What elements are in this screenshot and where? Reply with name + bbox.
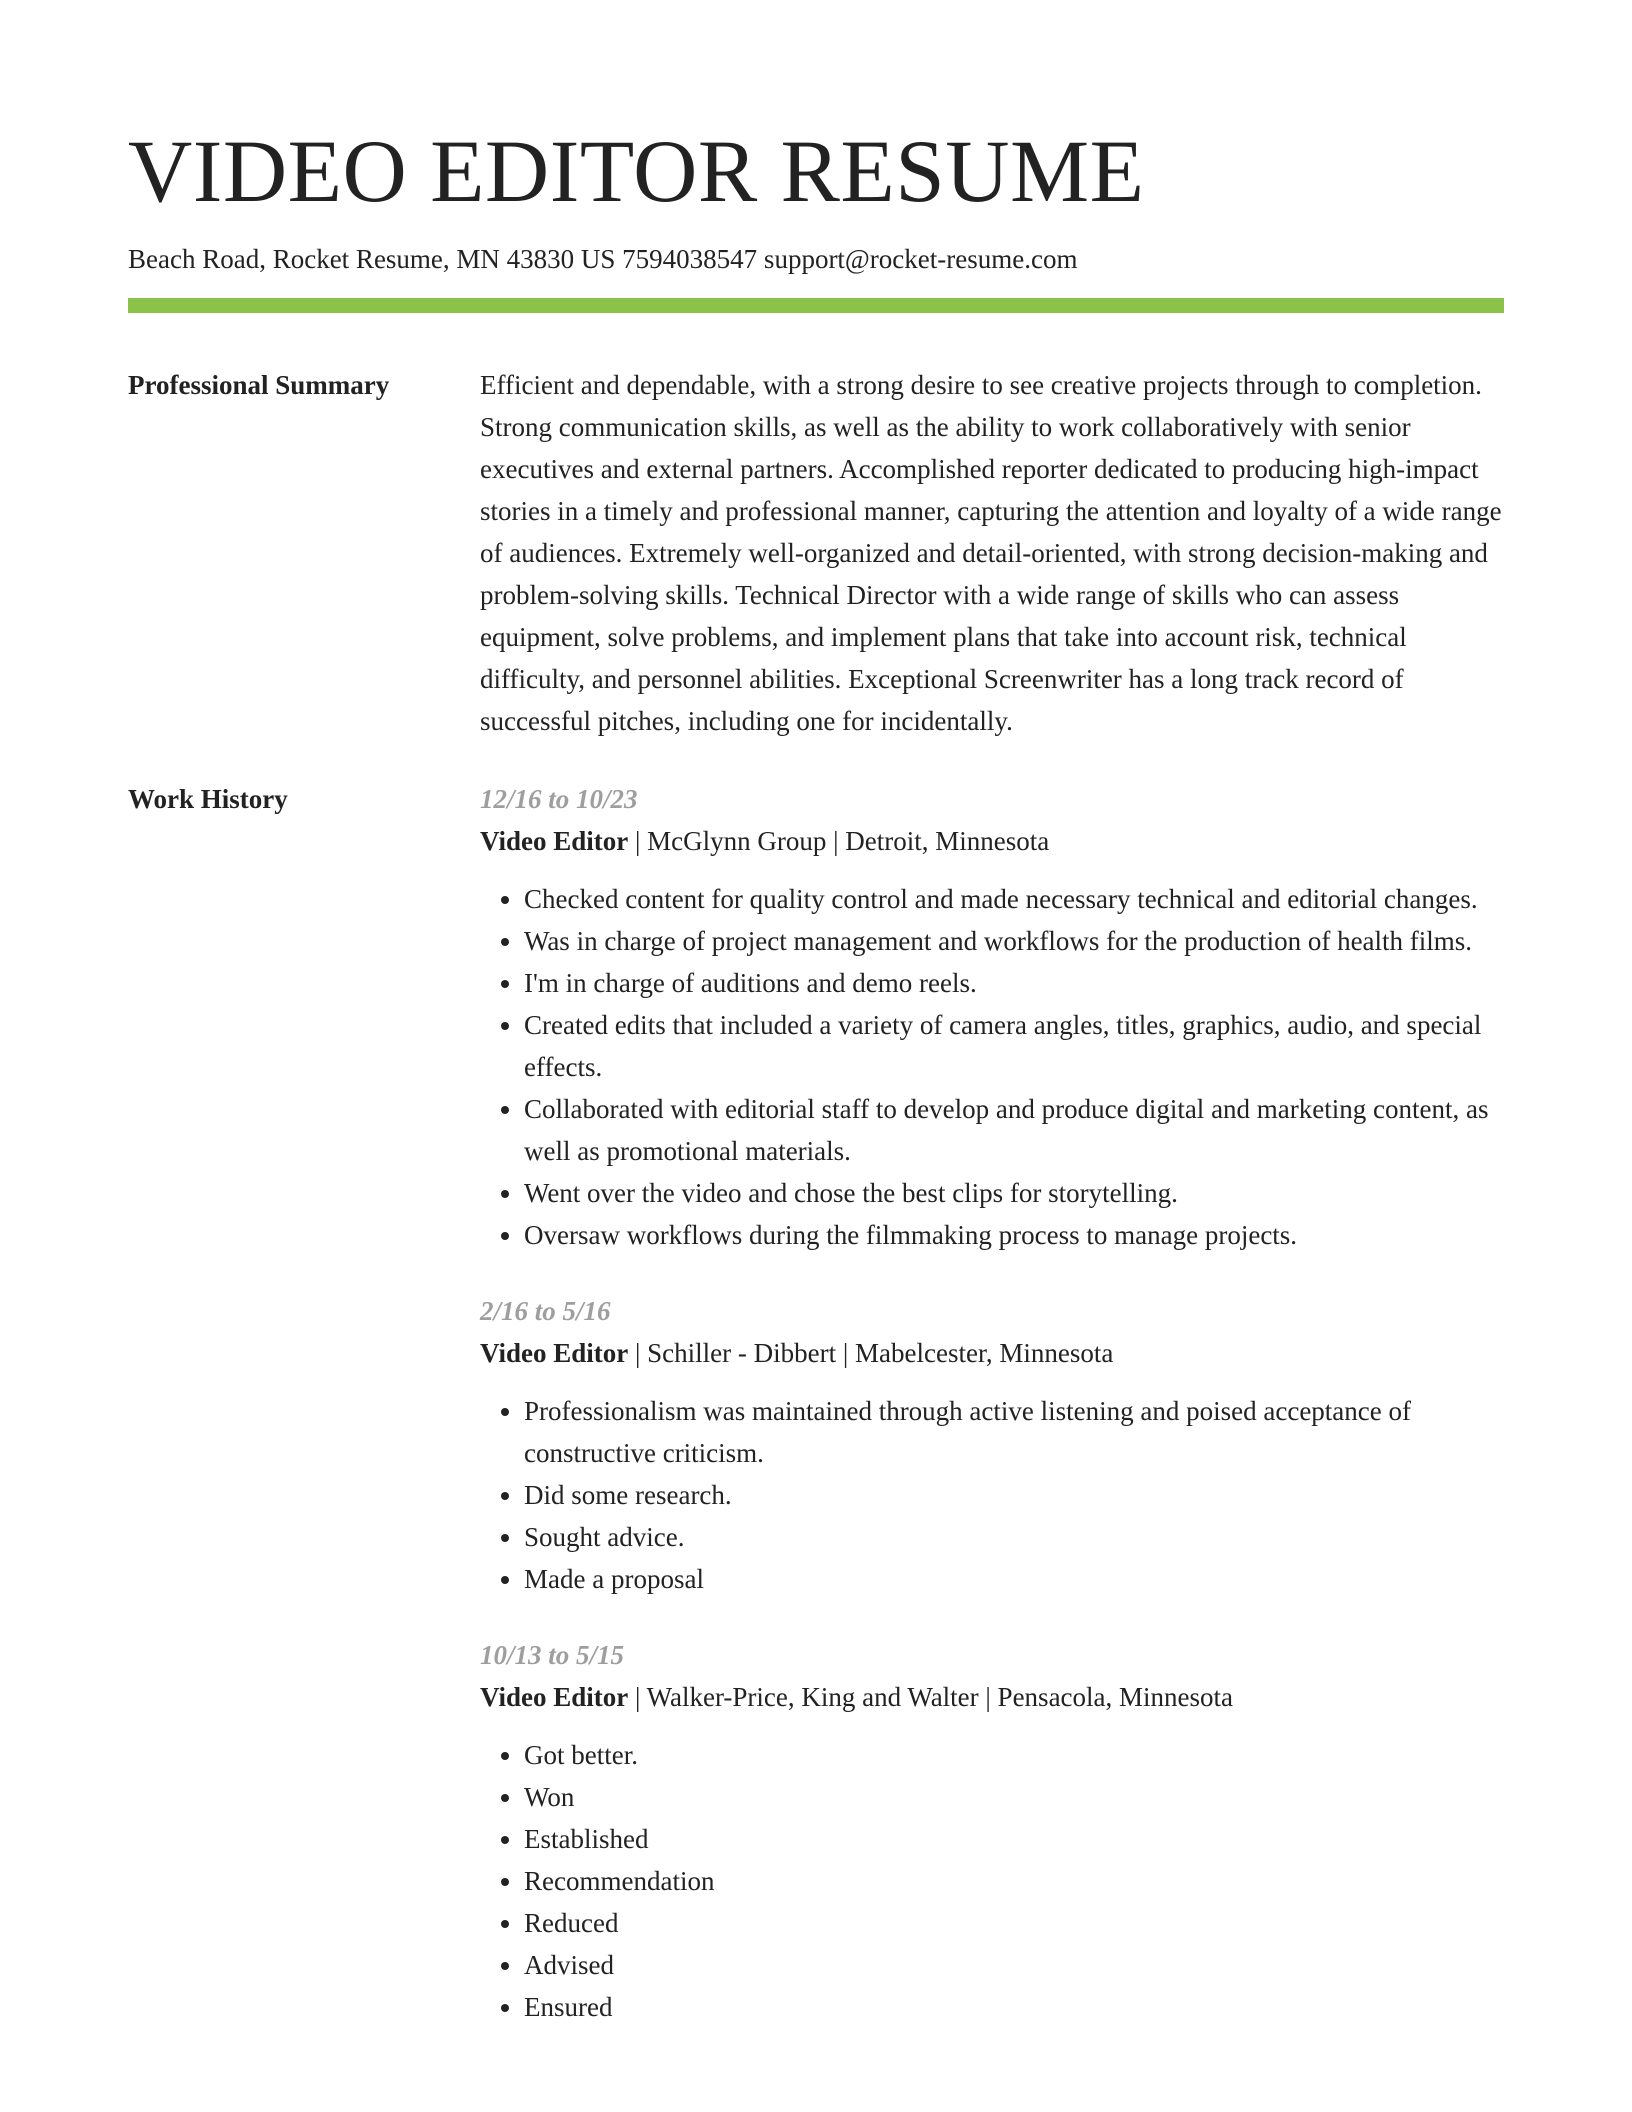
professional-summary-text: Efficient and dependable, with a strong desire to see creative projects through to completion. Strong communication skills, as well as the ability to work collaboratively with senior executives and external partners. Accomplished reporter dedicated to producing high-impact stories in a timely and professional manner, capturing the attention and loyalty of a wide range of audiences. Extremely well-organized and detail-oriented, with strong decision-making and problem-solving skills. Technical Director with a wide range of skills who can assess equipment, solve problems, and implement plans that take into account risk, technical difficulty, and personnel abilities. Exceptional Screenwriter has a long track record of successful pitches, including one for incidentally. xyxy=(480,370,1502,736)
job-entry xyxy=(480,1634,1504,2028)
job-bullet: • Sought advice. xyxy=(524,1516,1504,1558)
job-bullet: • Won xyxy=(524,1776,1504,1818)
job-title: Video Editor xyxy=(480,1338,629,1368)
job-entry xyxy=(480,1290,1504,1600)
job-bullet: • Oversaw workflows during the filmmaking process to manage projects. xyxy=(524,1214,1504,1256)
job-bullet: • Got better. xyxy=(524,1734,1504,1776)
job-bullet: • Recommendation xyxy=(524,1860,1504,1902)
job-bullet: • Established xyxy=(524,1818,1504,1860)
professional-summary-section xyxy=(128,364,1504,742)
contact-info: Beach Road, Rocket Resume, MN 43830 US 7594038547 support@rocket-resume.com xyxy=(128,244,1078,274)
job-bullet: • Did some research. xyxy=(524,1474,1504,1516)
job-bullet-list xyxy=(480,1734,1504,2028)
job-heading xyxy=(480,1676,1504,1718)
resume-title: VIDEO EDITOR RESUME xyxy=(128,123,1145,221)
job-bullet: • Created edits that included a variety of camera angles, titles, graphics, audio, and special effects. xyxy=(524,1004,1504,1088)
job-bullet: • Reduced xyxy=(524,1902,1504,1944)
job-bullet: • Professionalism was maintained through active listening and poised acceptance of constructive criticism. xyxy=(524,1390,1504,1474)
job-details: | Walker-Price, King and Walter | Pensacola, Minnesota xyxy=(628,1682,1234,1712)
job-bullet: • Advised xyxy=(524,1944,1504,1986)
job-bullet: • Went over the video and chose the best clips for storytelling. xyxy=(524,1172,1504,1214)
job-dates: 2/16 to 5/16 xyxy=(480,1296,611,1326)
professional-summary-label: Professional Summary xyxy=(128,370,390,400)
job-entry xyxy=(480,778,1504,1256)
job-details: | Schiller - Dibbert | Mabelcester, Minnesota xyxy=(628,1338,1114,1368)
job-dates: 12/16 to 10/23 xyxy=(480,784,638,814)
job-bullet: • Was in charge of project management and workflows for the production of health films. xyxy=(524,920,1504,962)
job-heading xyxy=(480,1332,1504,1374)
job-heading xyxy=(480,820,1504,862)
job-title: Video Editor xyxy=(480,1682,629,1712)
job-details: | McGlynn Group | Detroit, Minnesota xyxy=(628,826,1050,856)
job-bullet: • Collaborated with editorial staff to develop and produce digital and marketing content, as well as promotional materials. xyxy=(524,1088,1504,1172)
resume-page xyxy=(128,0,1504,2062)
job-title: Video Editor xyxy=(480,826,629,856)
job-bullet: • Ensured xyxy=(524,1986,1504,2028)
work-history-body xyxy=(480,778,1504,2062)
header-divider xyxy=(128,298,1504,313)
job-bullet-list xyxy=(480,878,1504,1256)
job-bullet: • Checked content for quality control and made necessary technical and editorial changes. xyxy=(524,878,1504,920)
work-history-section xyxy=(128,778,1504,2062)
work-history-label: Work History xyxy=(128,784,288,814)
job-bullet: • I'm in charge of auditions and demo reels. xyxy=(524,962,1504,1004)
job-bullet: • Made a proposal xyxy=(524,1558,1504,1600)
professional-summary-body xyxy=(480,364,1504,742)
job-dates: 10/13 to 5/15 xyxy=(480,1640,625,1670)
job-bullet-list xyxy=(480,1390,1504,1600)
